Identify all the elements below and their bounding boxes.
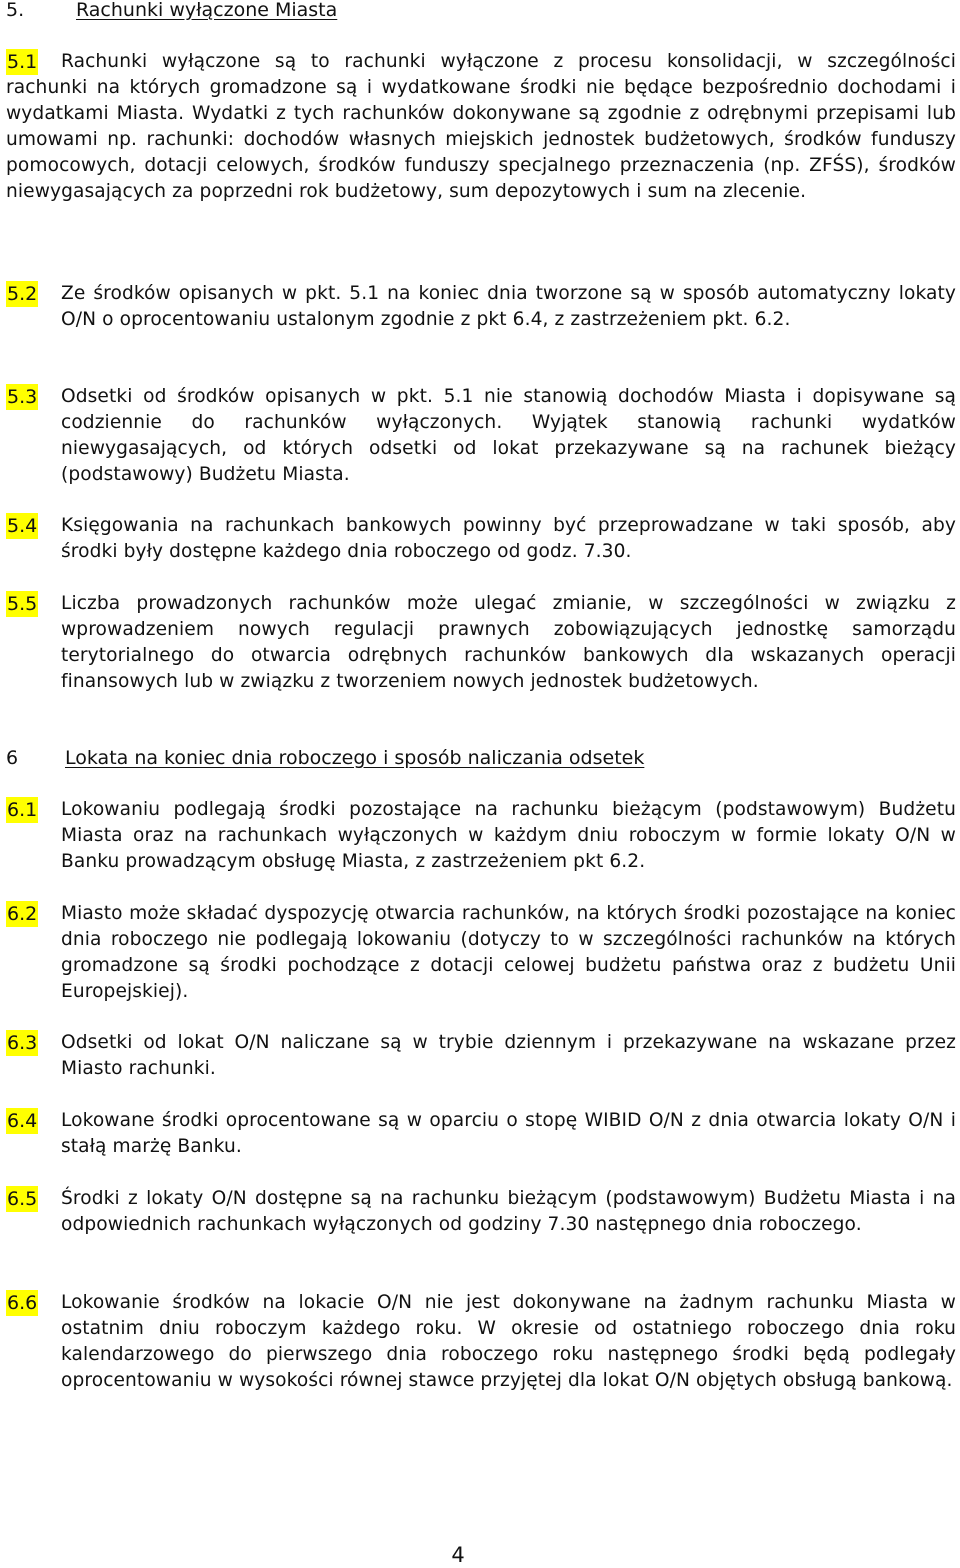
paragraph-number: 5.2 <box>7 283 38 305</box>
paragraph-5-5 <box>6 591 956 695</box>
paragraph-text: Miasto może składać dyspozycję otwarcia rachunków, na których środki pozostające na koniec dnia roboczego nie podlegają lokowaniu (dotyczy to w szczególności rachunków na których gromadzone są środki pochodzące z dotacji celowej budżetu państwa oraz z budżetu Unii Europejskiej). <box>61 903 956 1002</box>
paragraph-number: 6.2 <box>7 903 38 925</box>
paragraph-5-2 <box>6 281 956 333</box>
paragraph-number: 5.4 <box>7 515 38 537</box>
paragraph-6-5 <box>6 1186 956 1238</box>
paragraph-text: Lokowane środki oprocentowane są w oparciu o stopę WIBID O/N z dnia otwarcia lokaty O/N i stałą marżę Banku. <box>61 1110 956 1157</box>
paragraph-number: 5.3 <box>7 386 38 408</box>
section-5-heading <box>6 0 337 22</box>
paragraph-number: 6.6 <box>7 1292 38 1314</box>
section-6-heading <box>6 746 644 770</box>
paragraph-text: Lokowanie środków na lokacie O/N nie jest dokonywane na żadnym rachunku Miasta w ostatnim dniu roboczym każdego roku. W okresie od ostatniego roboczego dnia roku kalendarzowego do pierwszego dnia roboczego roku następnego środki będą podlegały oprocentowaniu w wysokości równej stawce przyjętej dla lokat O/N objętych obsługą bankową. <box>61 1292 956 1391</box>
paragraph-number: 5.1 <box>7 51 38 73</box>
paragraph-6-2 <box>6 901 956 1005</box>
paragraph-6-6 <box>6 1290 956 1394</box>
paragraph-number: 6.4 <box>7 1110 38 1132</box>
page-number <box>0 1543 960 1567</box>
paragraph-text: Ze środków opisanych w pkt. 5.1 na koniec dnia tworzone są w sposób automatyczny lokaty O/N o oprocentowaniu ustalonym zgodnie z pkt 6.4, z zastrzeżeniem pkt. 6.2. <box>61 283 956 330</box>
paragraph-6-1 <box>6 797 956 875</box>
paragraph-number: 6.5 <box>7 1188 38 1210</box>
section-6-number: 6 <box>6 747 19 769</box>
paragraph-text: Odsetki od środków opisanych w pkt. 5.1 nie stanowią dochodów Miasta i dopisywane są codziennie do rachunków wyłączonych. Wyjątek stanowią rachunki wydatków niewygasających, od których odsetki od lokat przekazywane są na rachunek bieżący (podstawowy) Budżetu Miasta. <box>61 386 956 485</box>
paragraph-text: Środki z lokaty O/N dostępne są na rachunku bieżącym (podstawowym) Budżetu Miasta i na odpowiednich rachunkach wyłączonych od godziny 7.30 następnego dnia roboczego. <box>61 1188 956 1235</box>
paragraph-text: Odsetki od lokat O/N naliczane są w trybie dziennym i przekazywane na wskazane przez Miasto rachunki. <box>61 1032 956 1079</box>
section-6-title: Lokata na koniec dnia roboczego i sposób naliczania odsetek <box>65 747 645 769</box>
paragraph-5-4 <box>6 513 956 565</box>
section-5-number: 5. <box>6 0 25 21</box>
paragraph-6-3 <box>6 1030 956 1082</box>
section-5-title: Rachunki wyłączone Miasta <box>76 0 338 21</box>
paragraph-number: 6.3 <box>7 1032 38 1054</box>
paragraph-text: Lokowaniu podlegają środki pozostające na rachunku bieżącym (podstawowym) Budżetu Miasta oraz na rachunkach wyłączonych w każdym dniu roboczym w formie lokaty O/N w Banku prowadzącym obsługę Miasta, z zastrzeżeniem pkt 6.2. <box>61 799 956 872</box>
paragraph-text: Księgowania na rachunkach bankowych powinny być przeprowadzane w taki sposób, aby środki były dostępne każdego dnia roboczego od godz. 7.30. <box>61 515 956 562</box>
paragraph-text: Rachunki wyłączone są to rachunki wyłączone z procesu konsolidacji, w szczególności rachunki na których gromadzone są i wydatkowane środki nie będące bezpośrednio dochodami i wydatkami Miasta. Wydatki z tych rachunków dokonywane są zgodnie z odrębnymi przepisami lub umowami np. rachunki: dochodów własnych miejskich jednostek budżetowych, środków funduszy pomocowych, dotacji celowych, środków funduszy specjalnego przeznaczenia (np. ZFŚS), środków niewygasających za poprzedni rok budżetowy, sum depozytowych i sum na zlecenie. <box>6 51 956 202</box>
paragraph-text: Liczba prowadzonych rachunków może ulegać zmianie, w szczególności w związku z wprowadzeniem nowych regulacji prawnych zobowiązujących jednostkę samorządu terytorialnego do otwarcia odrębnych rachunków bankowych dla wskazanych operacji finansowych lub w związku z tworzeniem nowych jednostek budżetowych. <box>61 593 956 692</box>
paragraph-5-3 <box>6 384 956 488</box>
paragraph-number: 6.1 <box>7 799 38 821</box>
paragraph-number: 5.5 <box>7 593 38 615</box>
paragraph-6-4 <box>6 1108 956 1160</box>
page-number-value: 4 <box>451 1543 465 1567</box>
paragraph-5-1 <box>6 49 956 205</box>
